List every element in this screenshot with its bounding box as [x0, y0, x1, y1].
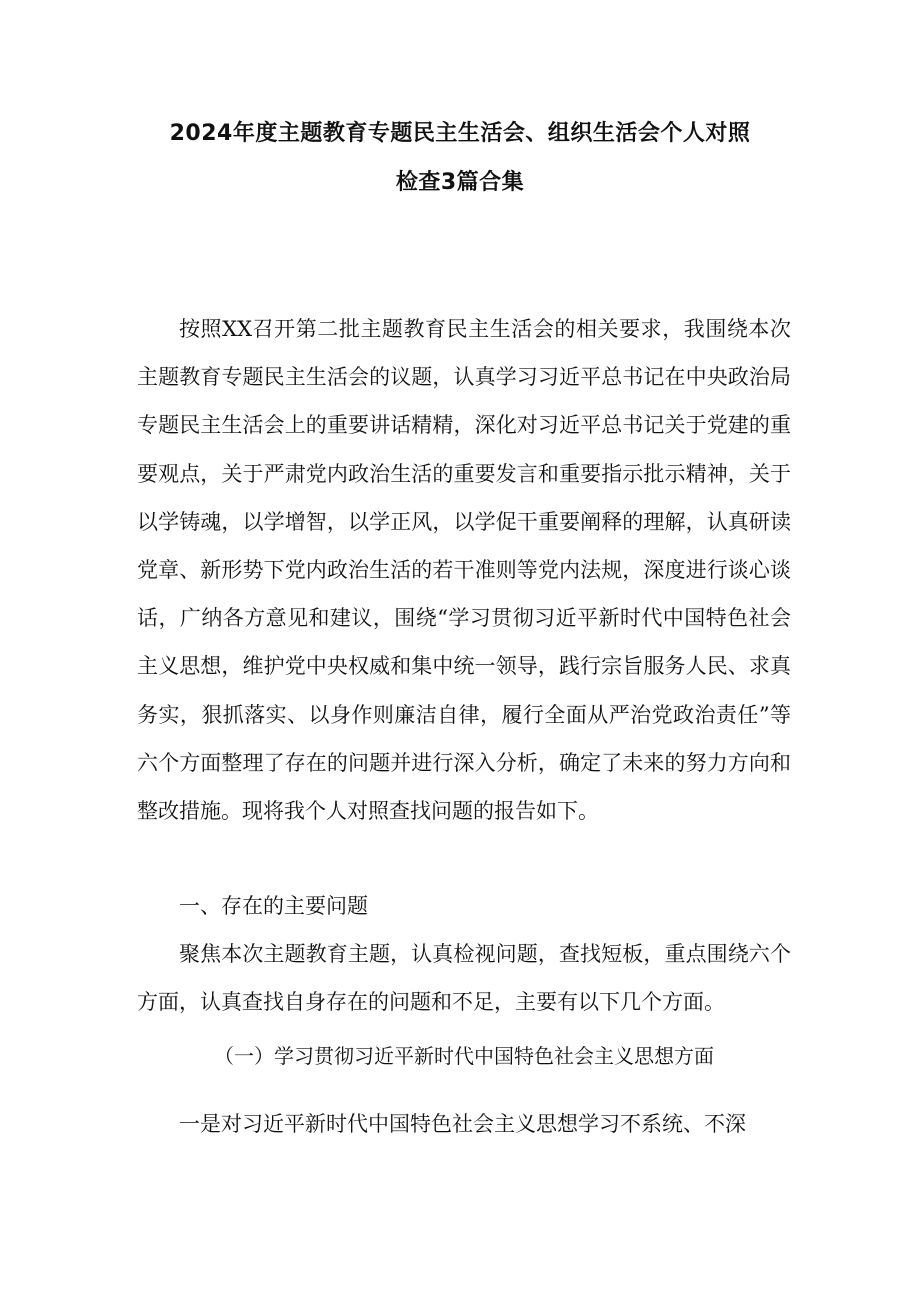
intro-paragraph: 按照XX召开第二批主题教育民主生活会的相关要求，我围绕本次主题教育专题民主生活会的议题，认真学习习近平总书记在中央政治局专题民主生活会上的重要讲话精精，深化对习近平总书记关于党建的重要观点，关于严肃党内政治生活的重要发言和重要指示批示精神，关于以学铸魂，以学增智，以学正风，以学促干重要阐释的理解，认真研读党章、新形势下党内政治生活的若干准则等党内法规，深度进行谈心谈话，广纳各方意见和建议，围绕“学习贯彻习近平新时代中国特色社会主义思想，维护党中央权威和集中统一领导，践行宗旨服务人民、求真务实，狠抓落实、以身作则廉洁自律，履行全面从严治党政治责任”等六个方面整理了存在的问题并进行深入分析，确定了未来的努力方向和整改措施。现将我个人对照查找问题的报告如下。: [137, 317, 791, 824]
point-one-paragraph: 一是对习近平新时代中国特色社会主义思想学习不系统、不深: [179, 1112, 746, 1136]
document-title-line-2: 检查3篇合集: [395, 170, 525, 195]
document-title-line-1: 2024年度主题教育专题民主生活会、组织生活会个人对照: [169, 121, 751, 146]
focus-paragraph: 聚焦本次主题教育主题，认真检视问题，查找短板，重点围绕六个方面，认真查找自身存在的问题和不足，主要有以下几个方面。: [137, 942, 791, 1015]
section-heading: 一、存在的主要问题: [179, 894, 368, 918]
subsection-heading: （一）学习贯彻习近平新时代中国特色社会主义思想方面: [214, 1044, 714, 1068]
